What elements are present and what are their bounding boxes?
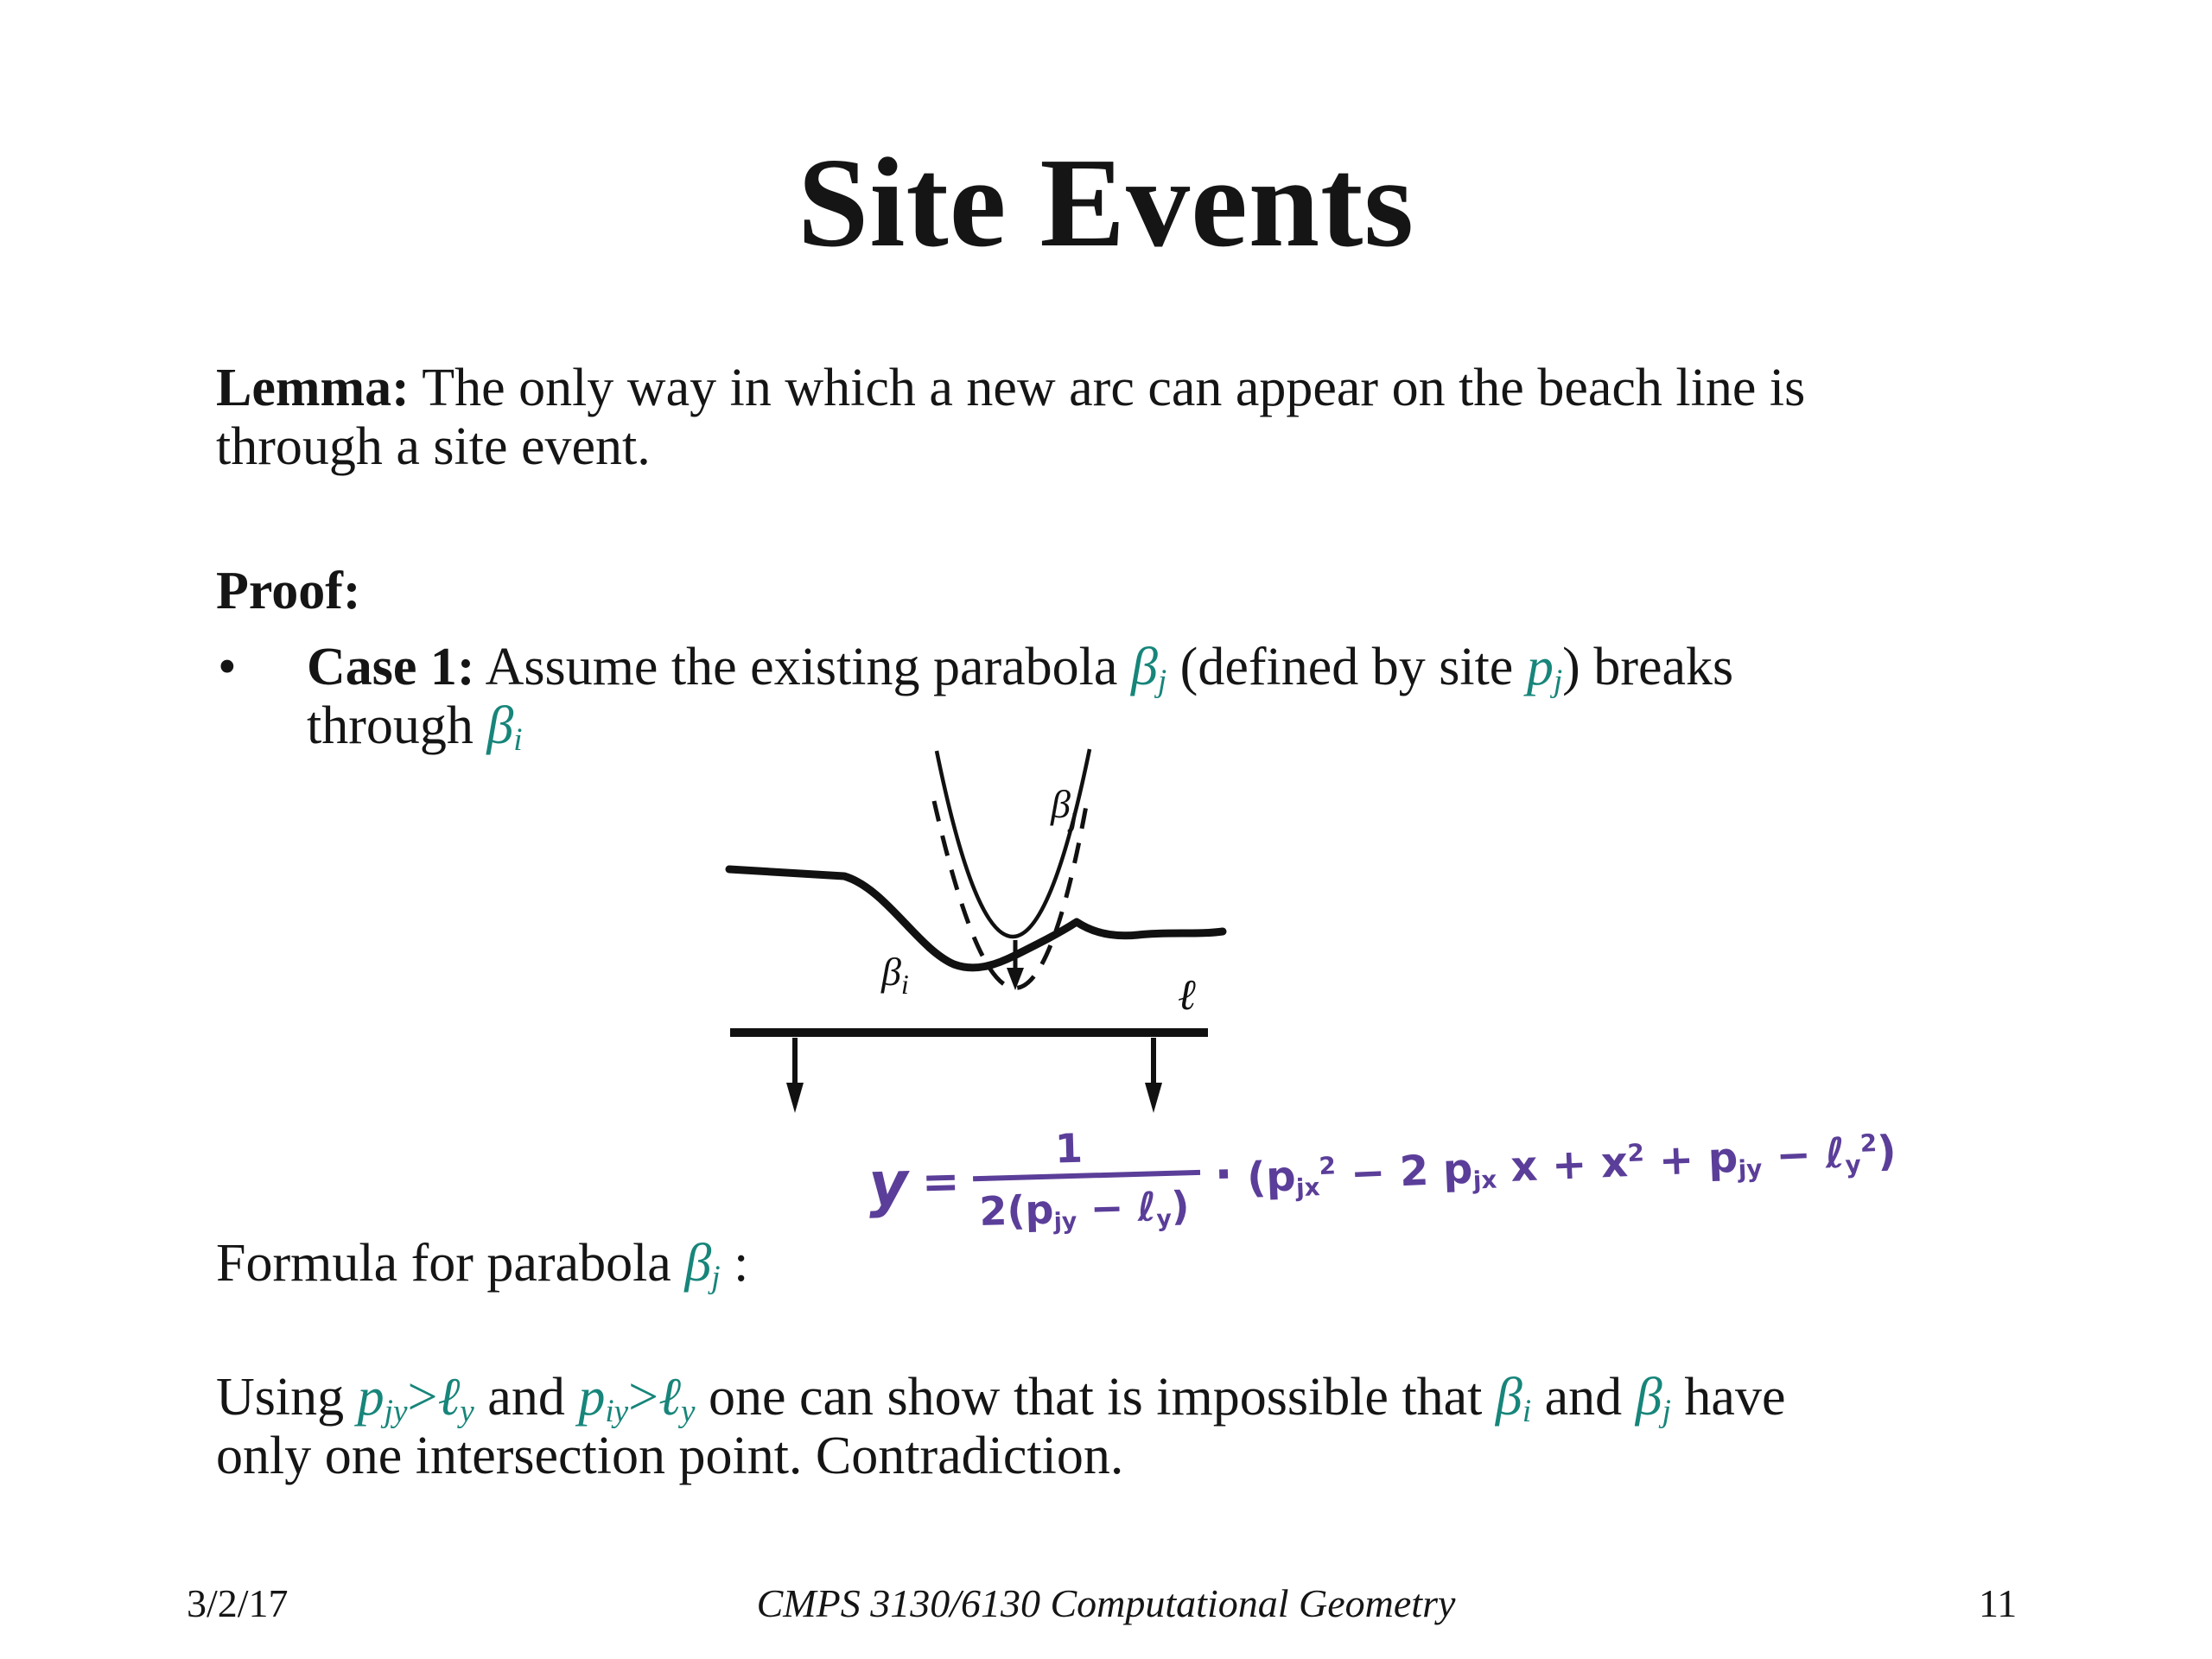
beta-glyph: β: [486, 696, 514, 755]
beta-glyph: β: [1635, 1368, 1662, 1427]
rhs-term-c: x + x: [1495, 1138, 1629, 1192]
formula-fraction: [972, 1122, 1203, 1235]
beta-i-subscript: i: [900, 969, 909, 1000]
label-beta-i: [880, 950, 909, 1000]
formula-denominator: [973, 1170, 1202, 1235]
formula-multiply-dot: ·: [1213, 1146, 1234, 1203]
footer-course-title: CMPS 3130/6130 Computational Geometry: [756, 1581, 1456, 1625]
ell-glyph: ℓ: [1178, 969, 1196, 1020]
lemma-line1: The only way in which a new arc can appear on the beach line is: [409, 359, 1806, 417]
rhs-sub-y: y: [1844, 1149, 1862, 1179]
beta-i-symbol: [486, 696, 523, 759]
right-arrow-head: [1145, 1083, 1162, 1113]
rhs-sub-jx: jx: [1295, 1173, 1320, 1203]
formula-equals: =: [921, 1155, 961, 1209]
label-sweep-line-ell: [1178, 969, 1196, 1020]
footer-date: 3/2/17: [187, 1581, 289, 1625]
case1-item: [307, 638, 2078, 759]
beta-j-symbol: [1635, 1368, 1671, 1430]
using-text-5: have: [1670, 1368, 1786, 1427]
lemma-label: Lemma:: [216, 359, 410, 417]
p-glyph: p: [578, 1368, 606, 1427]
den-text: 2(p: [978, 1185, 1055, 1236]
beta-j-subscript: j: [1662, 1394, 1671, 1430]
ell-y-subscript: y: [680, 1394, 696, 1430]
den-subscript-jy: jy: [1053, 1207, 1077, 1236]
beta-j-subscript: j: [711, 1260, 721, 1296]
lemma-paragraph: [216, 359, 2100, 476]
lemma-line2: through a site event.: [216, 417, 651, 476]
footer-page-number: 11: [1979, 1581, 2018, 1625]
p-j-subscript: j: [1553, 664, 1563, 700]
ell-glyph: ℓ: [658, 1364, 681, 1427]
rhs-close: ): [1876, 1127, 1897, 1177]
p-glyph: p: [1526, 638, 1554, 696]
beta-i-symbol: [1495, 1368, 1532, 1430]
rhs-term-e: − ℓ: [1760, 1128, 1846, 1181]
rhs-sub-jy: jy: [1737, 1154, 1763, 1184]
beta-glyph: β: [1051, 782, 1071, 826]
beta-glyph: β: [684, 1234, 712, 1293]
proof-label: [216, 562, 361, 620]
rhs-sup-2b: 2: [1626, 1138, 1645, 1168]
formula-label: [216, 1234, 749, 1296]
case1-text-c: ) breaks: [1562, 638, 1734, 696]
greater-than: >: [628, 1368, 659, 1427]
case1-label: Case 1:: [307, 638, 475, 696]
ell-glyph: ℓ: [437, 1364, 461, 1427]
case1-text-b: (defined by site: [1166, 638, 1527, 696]
beach-line-diagram: [709, 743, 1262, 1149]
ell-y-subscript: y: [460, 1394, 474, 1430]
p-jy-gt-ell-y: [357, 1364, 474, 1430]
formula-numerator: 1: [1054, 1124, 1084, 1173]
rhs-sup-2: 2: [1318, 1151, 1337, 1181]
bullet-icon: •: [218, 638, 237, 696]
beta-i-subscript: i: [513, 722, 523, 759]
greater-than: >: [407, 1368, 438, 1427]
beta-i-subscript: i: [1522, 1394, 1532, 1430]
formula-label-post: :: [720, 1234, 749, 1293]
using-line2: only one intersection point. Contradiction.: [216, 1427, 1124, 1485]
formula-lhs: y: [868, 1147, 909, 1220]
p-glyph: p: [357, 1368, 385, 1427]
using-paragraph: [216, 1364, 2117, 1485]
beach-line-curve: [729, 869, 1223, 968]
rhs-open: (p: [1245, 1152, 1297, 1203]
rhs-sup-2c: 2: [1859, 1128, 1878, 1159]
beta-glyph: β: [1130, 638, 1158, 696]
rhs-sub-jx2: jx: [1471, 1165, 1497, 1195]
den-minus-ell: − ℓ: [1076, 1183, 1157, 1232]
page-title: Site Events: [798, 132, 1414, 274]
p-jy-subscript: jy: [384, 1394, 408, 1430]
parabola-beta-j-curve: [937, 749, 1090, 937]
left-arrow-head: [786, 1083, 804, 1113]
rhs-term-b: − 2 p: [1334, 1144, 1474, 1199]
den-close-paren: ): [1170, 1182, 1191, 1230]
beta-j-subscript: j: [1157, 664, 1167, 700]
using-text-1: Using: [216, 1368, 358, 1427]
rhs-term-d: + p: [1643, 1133, 1739, 1186]
p-iy-subscript: iy: [605, 1394, 629, 1430]
beta-glyph: β: [881, 950, 901, 994]
p-iy-gt-ell-y: [578, 1364, 696, 1430]
label-beta-j: [1050, 782, 1078, 832]
using-text-2: and: [474, 1368, 579, 1427]
using-text-3: one can show that is impossible that: [695, 1368, 1496, 1427]
beta-j-symbol: [1130, 638, 1167, 700]
case1-text-a: Assume the existing parabola: [474, 638, 1131, 696]
formula-label-pre: Formula for parabola: [216, 1234, 685, 1293]
den-subscript-y: y: [1156, 1205, 1173, 1232]
beta-glyph: β: [1495, 1368, 1522, 1427]
using-text-4: and: [1531, 1368, 1636, 1427]
case1-text-d: through: [307, 696, 487, 755]
formula-rhs: [1246, 1127, 1897, 1202]
beta-j-subscript: j: [1070, 801, 1078, 832]
beta-j-symbol: [684, 1234, 721, 1296]
proof-label-text: Proof:: [216, 562, 361, 620]
p-j-symbol: [1526, 638, 1563, 700]
